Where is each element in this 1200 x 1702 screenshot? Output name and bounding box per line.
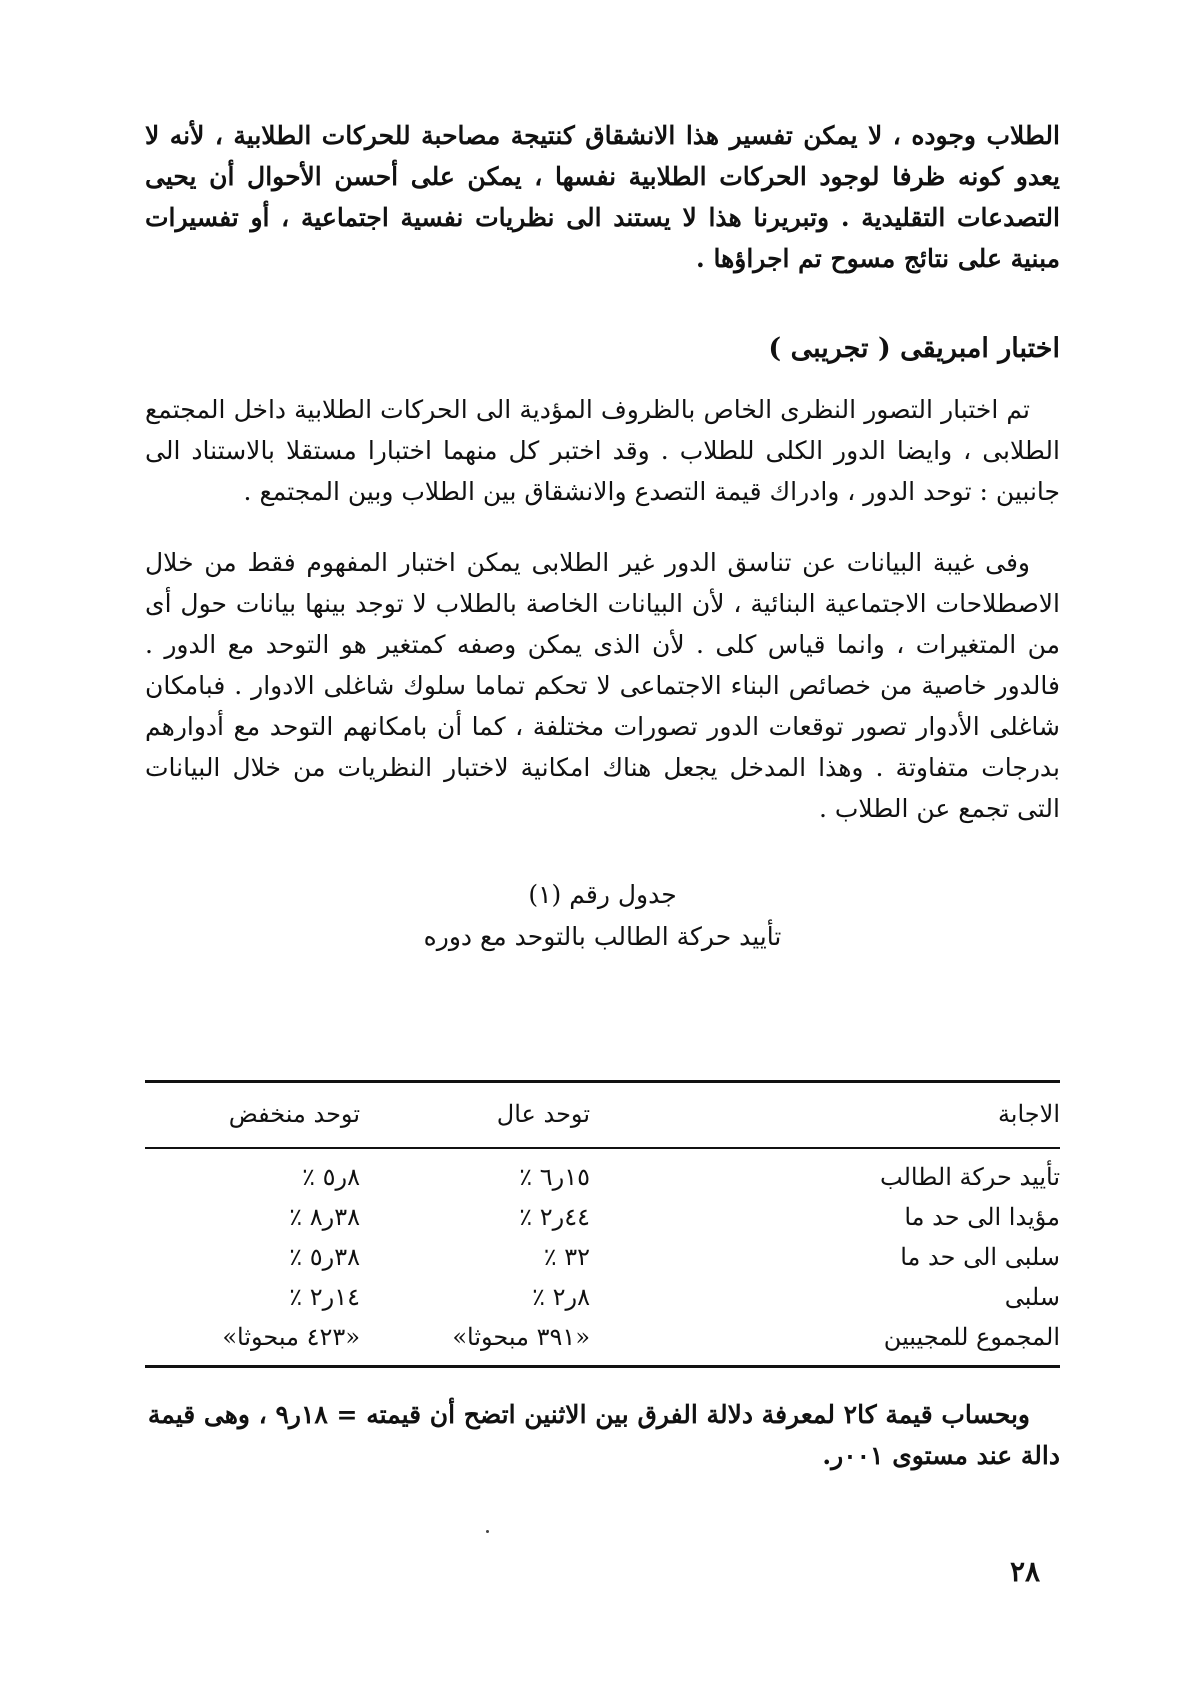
page-number: ٢٨ [1010,1555,1041,1588]
header-answer: الاجابة [997,1100,1060,1128]
table-row [145,1157,1060,1197]
table-row [145,1277,1060,1317]
cell-high: «٣٩١ مبحوثا» [452,1323,590,1351]
paragraph-chi-square [145,1394,1060,1476]
cell-low: ١٤ر٢ ٪ [289,1283,360,1311]
data-table-body [145,1149,1060,1365]
results-table [145,1080,1060,1476]
paragraph-data-absence [145,542,1060,829]
paragraph-continuation: الطلاب وجوده ، لا يمكن تفسير هذا الانشقاق كنتيجة مصاحبة للحركات الطلابية ، لأنه لا يعدو كونه ظرفا لوجود الحركات الطلابية نفسها ، يمكن على أحسن الأحوال أن يحيى التصدعات التقليدية . وتبريرنا هذا لا يستند الى نظريات نفسية اجتماعية ، أو تفسيرات مبنية على نتائج مسوح تم اجراؤها . [145,121,1060,273]
cell-answer: تأييد حركة الطالب [880,1163,1060,1191]
paragraph-empirical-test [145,389,1060,512]
table-header-row [145,1083,1060,1147]
table-row [145,1197,1060,1237]
cell-low: ٣٨ر٥ ٪ [289,1243,360,1271]
paragraph-empirical-test-text: تم اختبار التصور النظرى الخاص بالظروف المؤدية الى الحركات الطلابية داخل المجتمع الطلابى ، وايضا الدور الكلى للطلاب . وقد اختبر كل منهما اختبارا مستقلا بالاستناد الى جانبين : توحد الدور ، وادراك قيمة التصدع والانشقاق بين الطلاب وبين المجتمع . [145,395,1060,506]
cell-answer: سلبى الى حد ما [900,1243,1060,1271]
table-number-caption: جدول رقم (١) [528,880,677,909]
table-title: تأييد حركة الطالب بالتوحد مع دوره [423,922,782,951]
cell-high: ١٥ر٦ ٪ [519,1163,590,1191]
cell-answer: سلبى [1004,1283,1060,1311]
table-row-total [145,1317,1060,1357]
spacer [145,1149,1060,1157]
cell-high: ٤٤ر٢ ٪ [519,1203,590,1231]
data-table [145,1083,1060,1147]
paragraph-chi-square-text: وبحساب قيمة كا٢ لمعرفة دلالة الفرق بين الاثنين اتضح أن قيمته = ١٨ر٩ ، وهى قيمة دالة عند مستوى ٠٠١ر. [147,1400,1060,1470]
cell-high: ٣٢ ٪ [543,1243,590,1271]
cell-low: «٤٢٣ مبحوثا» [222,1323,360,1351]
cell-high: ٨ر٢ ٪ [532,1283,590,1311]
header-high-identification: توحد عال [496,1100,590,1128]
header-low-identification: توحد منخفض [228,1100,360,1128]
cell-low: ٣٨ر٨ ٪ [289,1203,360,1231]
table-row [145,1237,1060,1277]
spacer [145,1357,1060,1365]
cell-answer: المجموع للمجيبين [883,1323,1060,1351]
section-heading: اختبار امبريقى ( تجريبى ) [768,333,1060,364]
scan-speck [486,1530,489,1533]
paragraph-data-absence-text: وفى غيبة البيانات عن تناسق الدور غير الطلابى يمكن اختبار المفهوم فقط من خلال الاصطلاحات الاجتماعية البنائية ، لأن البيانات الخاصة بالطلاب لا توجد بينها بيانات حول أى من المتغيرات ، وانما قياس كلى . لأن الذى يمكن وصفه كمتغير هو التوحد مع الدور . فالدور خاصية من خصائص البناء الاجتماعى لا تحكم تماما سلوك شاغلى الادوار . فبامكان شاغلى الأدوار تصور توقعات الدور تصورات مختلفة ، كما أن بامكانهم التوحد مع أدوارهم بدرجات متفاوتة . وهذا المدخل يجعل هناك امكانية لاختبار النظريات من خلال البيانات التى تجمع عن الطلاب . [145,548,1060,823]
page-body [145,115,1060,958]
cell-answer: مؤيدا الى حد ما [904,1203,1060,1231]
cell-low: ٨ر٥ ٪ [302,1163,360,1191]
